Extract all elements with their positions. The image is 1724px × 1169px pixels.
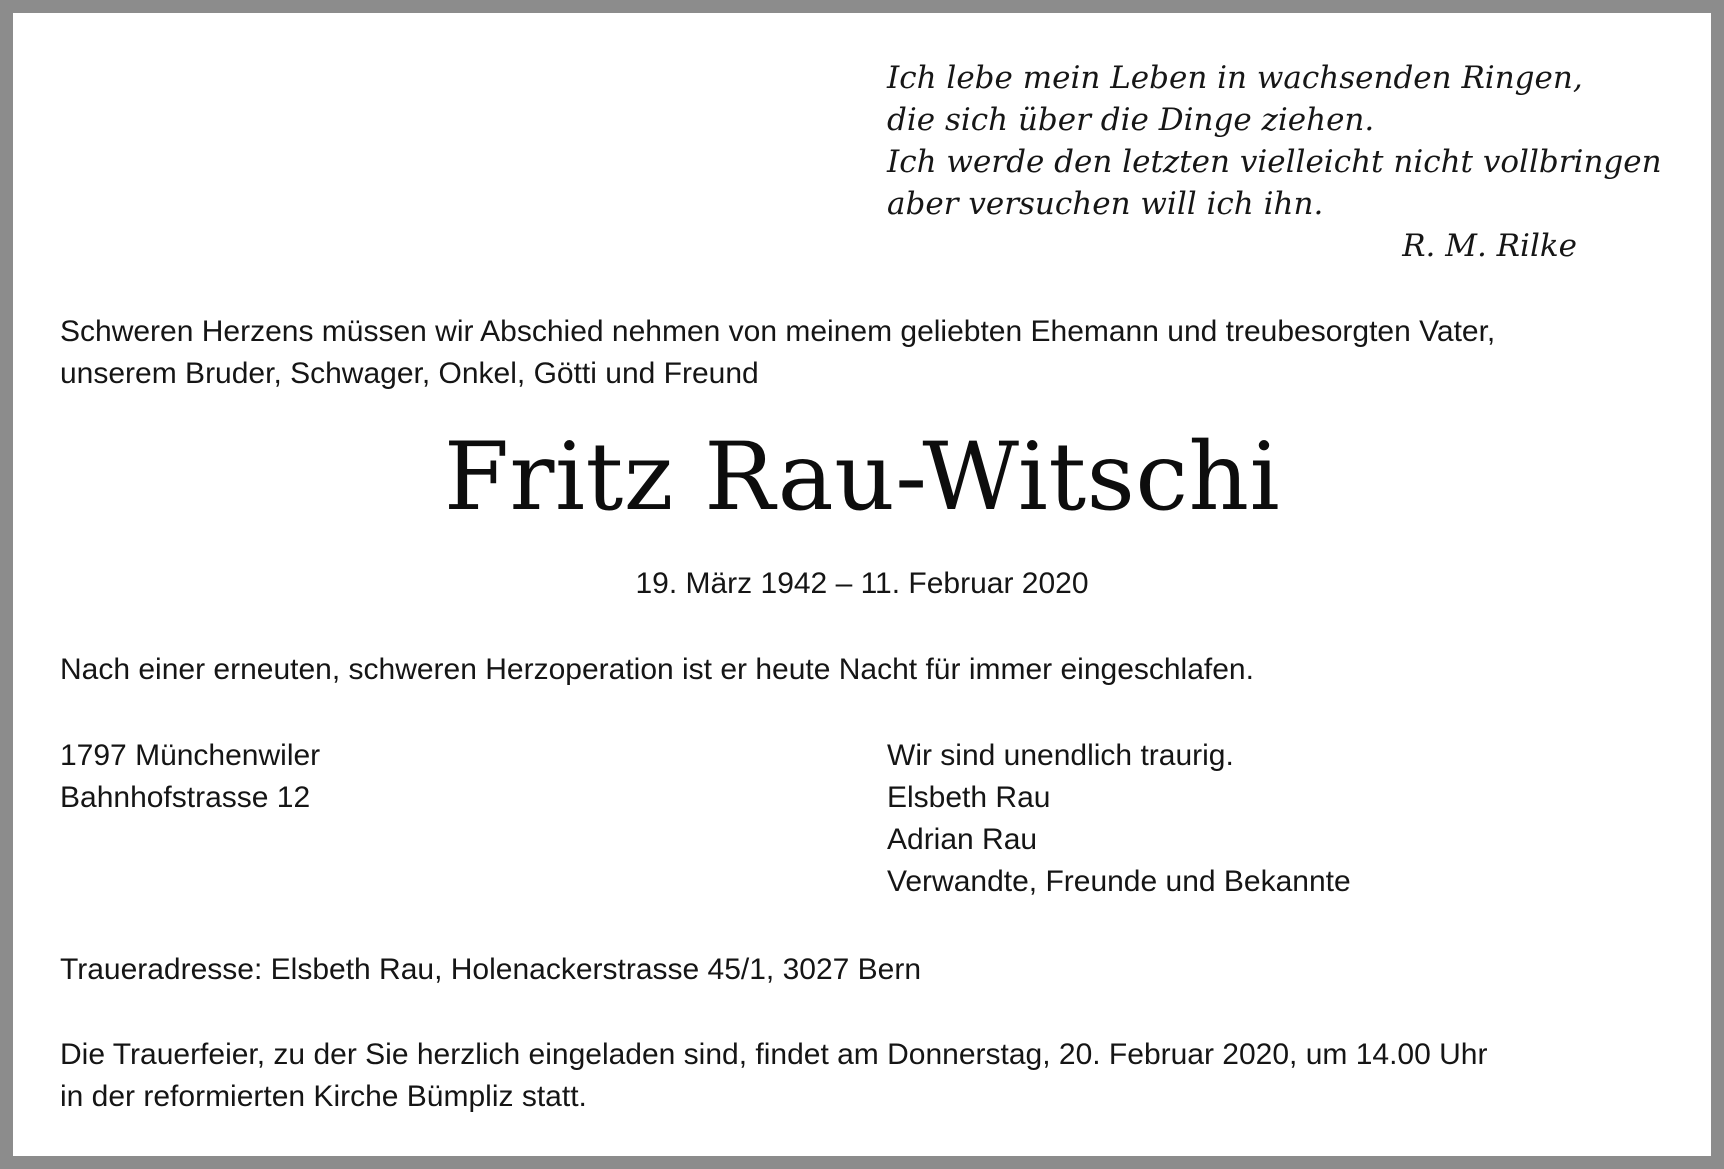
poem-line: aber versuchen will ich ihn. [887, 186, 1324, 222]
home-address [60, 735, 320, 819]
mourner-line: Wir sind unendlich traurig. [887, 739, 1234, 772]
intro-line: Schweren Herzens müssen wir Abschied nehmen von meinem geliebten Ehemann und treubesorgten Vater, [60, 315, 1496, 348]
death-notice: Nach einer erneuten, schweren Herzoperation ist er heute Nacht für immer eingeschlafen. [60, 653, 1254, 686]
mourner-line: Adrian Rau [887, 823, 1038, 856]
address-line: 1797 Münchenwiler [60, 739, 321, 772]
funeral-line: in der reformierten Kirche Bümpliz statt. [60, 1080, 587, 1113]
intro-line: unserem Bruder, Schwager, Onkel, Götti und Freund [60, 357, 759, 390]
poem-line: die sich über die Dinge ziehen. [887, 102, 1375, 138]
poem-quote [887, 57, 1662, 267]
poem-line: Ich lebe mein Leben in wachsenden Ringen, [887, 60, 1583, 96]
mourners-list [887, 735, 1351, 903]
address-line: Bahnhofstrasse 12 [60, 781, 311, 814]
poem-line: Ich werde den letzten vielleicht nicht vollbringen [887, 144, 1662, 180]
mourner-line: Verwandte, Freunde und Bekannte [887, 865, 1351, 898]
intro-paragraph [60, 311, 1495, 395]
mourning-address: Traueradresse: Elsbeth Rau, Holenackerstrasse 45/1, 3027 Bern [60, 953, 922, 986]
mourner-line: Elsbeth Rau [887, 781, 1051, 814]
funeral-details [60, 1034, 1487, 1118]
deceased-name: Fritz Rau-Witschi [443, 423, 1281, 532]
funeral-line: Die Trauerfeier, zu der Sie herzlich eingeladen sind, findet am Donnerstag, 20. Februar 2020, um 14.00 Uhr [60, 1038, 1488, 1071]
obituary-page [13, 13, 1711, 1156]
poem-author: R. M. Rilke [1402, 228, 1577, 264]
life-dates: 19. März 1942 – 11. Februar 2020 [635, 567, 1089, 600]
